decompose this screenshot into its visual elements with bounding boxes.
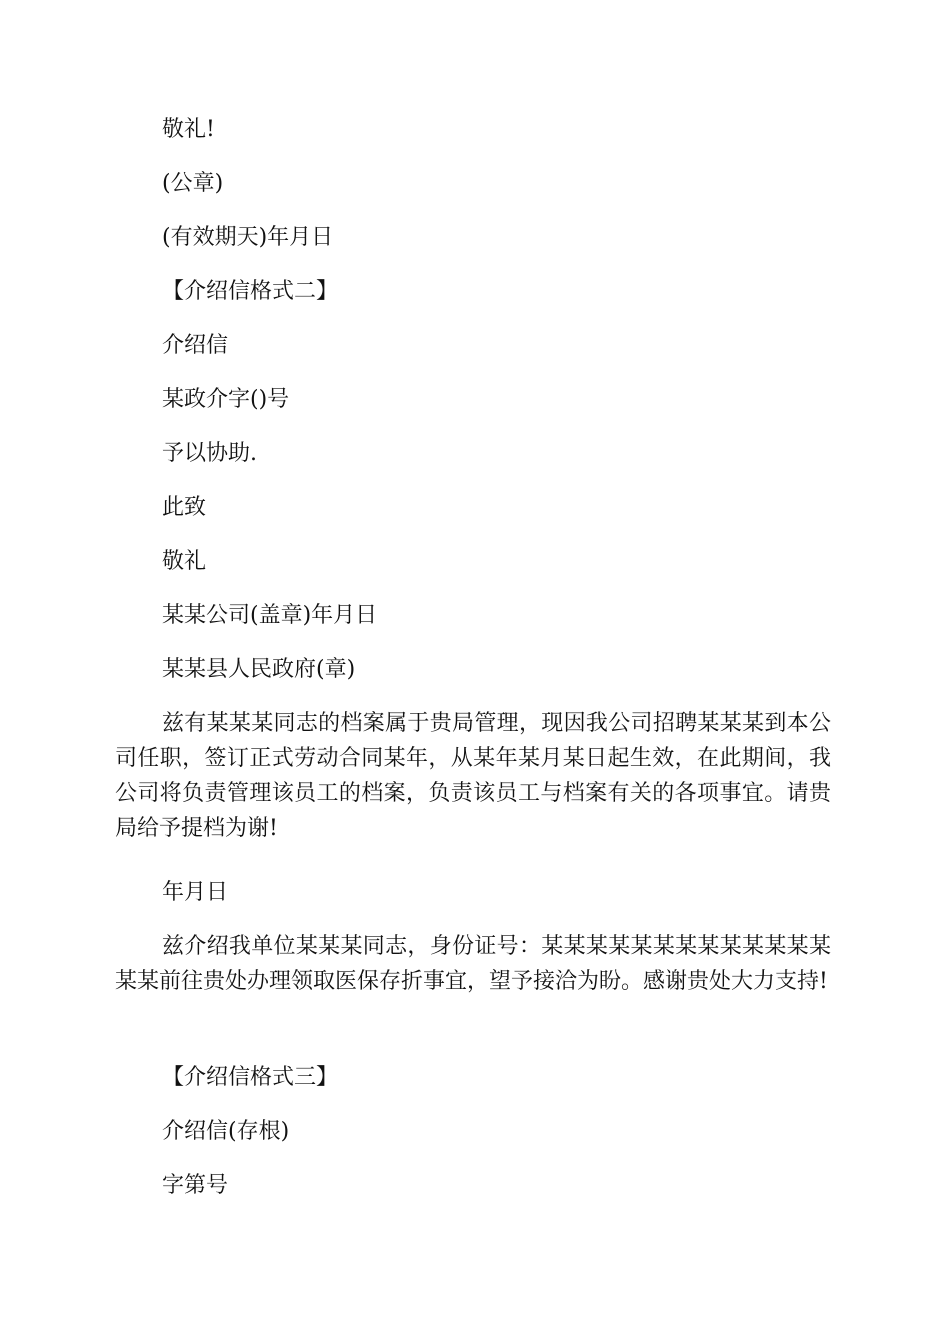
stub-title: 介绍信(存根)	[162, 1119, 290, 1144]
validity-date-line: (有效期天)年月日	[162, 225, 334, 250]
official-seal-note: (公章)	[162, 171, 224, 196]
closing-phrase: 此致	[162, 495, 207, 520]
archive-transfer-paragraph: 兹有某某某同志的档案属于贵局管理，现因我公司招聘某某某到本公司任职，签订正式劳动合同某年，从某年某月某日起生效，在此期间，我公司将负责管理该员工的档案，负责该员工与档案有关的各项事宜。请贵局给予提档为谢!	[115, 711, 831, 841]
closing-salutation: 敬礼!	[162, 117, 215, 142]
reference-number: 某政介字()号	[162, 387, 290, 412]
insurance-introduction-paragraph: 兹介绍我单位某某某同志，身份证号：某某某某某某某某某某某某某某某前往贵处办理领取医保存折事宜，望予接洽为盼。感谢贵处大力支持!	[115, 934, 831, 994]
section-heading-format-two: 【介绍信格式二】	[162, 279, 339, 304]
county-government-seal: 某某县人民政府(章)	[162, 657, 356, 682]
assistance-request: 予以协助.	[162, 441, 257, 466]
company-seal-date: 某某公司(盖章)年月日	[162, 603, 378, 628]
section-heading-format-three: 【介绍信格式三】	[162, 1065, 339, 1090]
date-line: 年月日	[162, 880, 229, 905]
closing-salutation-second: 敬礼	[162, 549, 207, 574]
letter-title: 介绍信	[162, 333, 229, 358]
stub-number: 字第号	[162, 1173, 229, 1198]
